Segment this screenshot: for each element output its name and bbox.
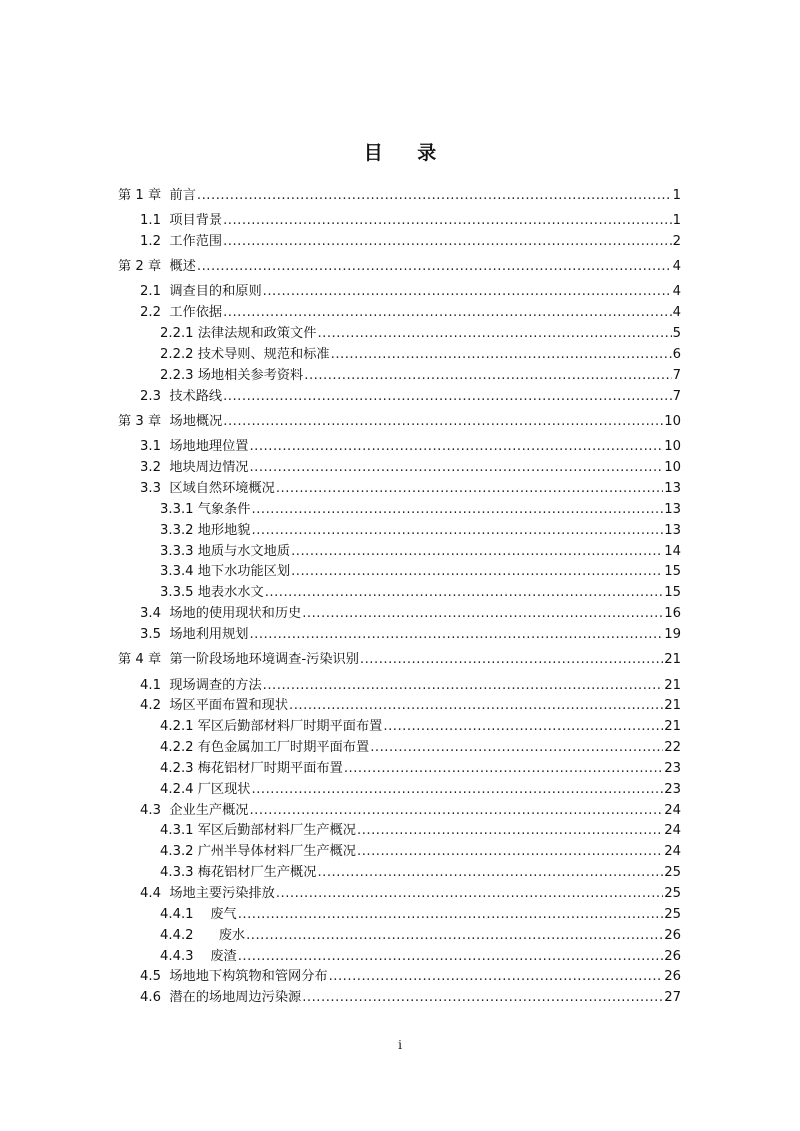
toc-entry[interactable] bbox=[118, 211, 681, 232]
toc-entry[interactable] bbox=[118, 947, 681, 968]
toc-entry-page: 4 bbox=[672, 305, 681, 321]
toc-entry-label: 4.6 潜在的场地周边污染源 bbox=[140, 990, 302, 1006]
toc-entry-page: 16 bbox=[664, 606, 681, 622]
toc-entry-page: 21 bbox=[664, 698, 681, 714]
toc-entry-page: 7 bbox=[672, 367, 681, 383]
toc-leader-dots bbox=[357, 821, 663, 842]
toc-entry-page: 13 bbox=[664, 480, 681, 496]
toc-entry[interactable] bbox=[118, 967, 681, 988]
toc-entry[interactable] bbox=[118, 821, 681, 842]
toc-leader-dots bbox=[357, 842, 663, 863]
toc-entry-label: 4.3.3 梅花铝材厂生产概况 bbox=[160, 865, 317, 881]
toc-entry-page: 13 bbox=[664, 501, 681, 517]
toc-entry-page: 15 bbox=[664, 585, 681, 601]
toc-entry-label: 2.2.3 场地相关参考资料 bbox=[160, 367, 304, 383]
toc-entry[interactable] bbox=[118, 500, 681, 521]
toc-entry-label: 3.4 场地的使用现状和历史 bbox=[140, 606, 302, 622]
toc-leader-dots bbox=[197, 186, 672, 207]
toc-entry-label: 4.4.2 废水 bbox=[160, 927, 246, 943]
toc-leader-dots bbox=[238, 947, 664, 968]
toc-entry-label: 4.2.4 厂区现状 bbox=[160, 781, 251, 797]
toc-entry-label: 第 4 章 第一阶段场地环境调查-污染识别 bbox=[118, 652, 359, 668]
toc-entry-label: 3.3.1 气象条件 bbox=[160, 501, 251, 517]
toc-entry-label: 3.1 场地地理位置 bbox=[140, 439, 249, 455]
toc-leader-dots bbox=[289, 696, 663, 717]
toc-entry[interactable] bbox=[118, 583, 681, 604]
toc-entry-label: 4.4.1 废气 bbox=[160, 906, 237, 922]
toc-leader-dots bbox=[276, 479, 663, 500]
toc-entry[interactable] bbox=[118, 282, 681, 303]
toc-entry-label: 2.2.2 技术导则、规范和标准 bbox=[160, 346, 330, 362]
toc-entry-label: 2.1 调查目的和原则 bbox=[140, 284, 262, 300]
toc-entry-page: 4 bbox=[672, 259, 681, 275]
toc-leader-dots bbox=[223, 412, 663, 433]
toc-entry[interactable] bbox=[118, 738, 681, 759]
toc-entry-label: 2.2.1 法律法规和政策文件 bbox=[160, 326, 317, 342]
toc-leader-dots bbox=[252, 780, 664, 801]
page-number-footer: i bbox=[398, 1038, 402, 1052]
toc-entry-label: 4.1 现场调查的方法 bbox=[140, 677, 262, 693]
toc-entry-page: 15 bbox=[664, 564, 681, 580]
toc-entry-page: 24 bbox=[664, 823, 681, 839]
toc-leader-dots bbox=[291, 562, 663, 583]
toc-entry-page: 25 bbox=[664, 906, 681, 922]
toc-entry-page: 7 bbox=[672, 388, 681, 404]
toc-entry-label: 3.3.2 地形地貌 bbox=[160, 522, 251, 538]
toc-entry[interactable] bbox=[118, 345, 681, 366]
toc-entry-page: 26 bbox=[664, 927, 681, 943]
toc-entry[interactable] bbox=[118, 801, 681, 822]
toc-entry[interactable] bbox=[118, 988, 681, 1009]
toc-entry[interactable] bbox=[118, 604, 681, 625]
toc-entry-page: 25 bbox=[664, 886, 681, 901]
toc-leader-dots bbox=[370, 738, 663, 759]
toc-entry-label: 3.3.4 地下水功能区划 bbox=[160, 564, 291, 580]
toc-entry-label: 4.5 场地地下构筑物和管网分布 bbox=[140, 969, 328, 985]
toc-entry-label: 4.3.2 广州半导体材料厂生产概况 bbox=[160, 844, 356, 860]
toc-leader-dots bbox=[302, 604, 663, 625]
toc-entry-label: 4.3.1 军区后勤部材料厂生产概况 bbox=[160, 823, 356, 839]
toc-leader-dots bbox=[223, 232, 672, 253]
toc-leader-dots bbox=[238, 905, 664, 926]
toc-entry-page: 2 bbox=[672, 233, 681, 249]
toc-entry-page: 24 bbox=[664, 844, 681, 860]
toc-leader-dots bbox=[291, 542, 663, 563]
toc-entry-label: 第 3 章 场地概况 bbox=[118, 413, 223, 429]
toc-entry[interactable] bbox=[118, 562, 681, 583]
toc-leader-dots bbox=[223, 211, 672, 232]
toc-entry[interactable] bbox=[118, 324, 681, 345]
toc-entry-label: 4.2.1 军区后勤部材料厂时期平面布置 bbox=[160, 719, 383, 735]
toc-entry-page: 6 bbox=[672, 346, 681, 362]
toc-leader-dots bbox=[302, 988, 663, 1009]
toc-leader-dots bbox=[263, 676, 664, 697]
toc-entry[interactable] bbox=[118, 863, 681, 884]
toc-entry-label: 4.2.3 梅花铝材厂时期平面布置 bbox=[160, 760, 343, 776]
toc-entry[interactable] bbox=[118, 521, 681, 542]
toc-entry-page: 26 bbox=[664, 969, 681, 985]
toc-leader-dots bbox=[329, 967, 664, 988]
toc-leader-dots bbox=[317, 324, 671, 345]
toc-entry-label: 3.3 区域自然环境概况 bbox=[140, 480, 275, 496]
toc-entry-label: 3.3.5 地表水水文 bbox=[160, 585, 264, 601]
toc-entry[interactable] bbox=[118, 186, 681, 207]
toc-leader-dots bbox=[249, 458, 663, 479]
toc-leader-dots bbox=[317, 863, 663, 884]
toc-leader-dots bbox=[252, 521, 664, 542]
toc-entry-page: 26 bbox=[664, 948, 681, 964]
toc-leader-dots bbox=[249, 801, 663, 822]
toc-leader-dots bbox=[263, 282, 672, 303]
toc-entry[interactable] bbox=[118, 387, 681, 408]
toc-entry[interactable] bbox=[118, 905, 681, 926]
toc-entry[interactable] bbox=[118, 412, 681, 433]
toc-entry-label: 4.3 企业生产概况 bbox=[140, 802, 249, 818]
toc-entry-label: 3.3.3 地质与水文地质 bbox=[160, 543, 291, 559]
toc-entry[interactable] bbox=[118, 542, 681, 563]
toc-entry[interactable] bbox=[118, 717, 681, 738]
toc-entry-page: 23 bbox=[664, 781, 681, 797]
toc-leader-dots bbox=[276, 884, 663, 905]
toc-entry-page: 1 bbox=[672, 212, 681, 228]
toc-entry[interactable] bbox=[118, 257, 681, 278]
toc-entry[interactable] bbox=[118, 780, 681, 801]
toc-entry-page: 22 bbox=[664, 740, 681, 756]
toc-entry[interactable] bbox=[118, 479, 681, 500]
toc-entry-page: 21 bbox=[664, 677, 681, 693]
toc-leader-dots bbox=[304, 366, 671, 387]
toc-entry[interactable] bbox=[118, 437, 681, 458]
toc-leader-dots bbox=[360, 650, 663, 671]
toc-entry-page: 25 bbox=[664, 865, 681, 881]
toc-entry[interactable] bbox=[118, 458, 681, 479]
toc-entry-page: 13 bbox=[664, 522, 681, 538]
toc-leader-dots bbox=[249, 625, 663, 646]
toc-entry[interactable] bbox=[118, 625, 681, 646]
toc-entry-label: 第 1 章 前言 bbox=[118, 187, 196, 203]
toc-entry-label: 4.2.2 有色金属加工厂时期平面布置 bbox=[160, 740, 370, 756]
toc-entry-page: 10 bbox=[664, 460, 681, 476]
toc-entry-page: 21 bbox=[664, 652, 681, 668]
toc-leader-dots bbox=[265, 583, 664, 604]
toc-entry[interactable] bbox=[118, 842, 681, 863]
toc-leader-dots bbox=[197, 257, 672, 278]
toc-entry-page: 14 bbox=[664, 543, 681, 559]
toc-leader-dots bbox=[252, 500, 664, 521]
toc-entry[interactable] bbox=[118, 650, 681, 671]
toc-entry-page: 1 bbox=[672, 187, 681, 203]
table-of-contents bbox=[118, 181, 681, 1009]
toc-entry-page: 21 bbox=[664, 719, 681, 735]
toc-leader-dots bbox=[246, 926, 663, 947]
toc-leader-dots bbox=[344, 759, 663, 780]
toc-entry-page: 23 bbox=[664, 760, 681, 776]
toc-entry[interactable] bbox=[118, 232, 681, 253]
toc-entry-label: 4.4.3 废渣 bbox=[160, 948, 237, 964]
toc-entry-page: 24 bbox=[664, 802, 681, 818]
toc-entry[interactable] bbox=[118, 676, 681, 697]
toc-entry-label: 1.1 项目背景 bbox=[140, 212, 223, 228]
toc-entry-page: 27 bbox=[664, 990, 681, 1006]
toc-entry-label: 4.2 场区平面布置和现状 bbox=[140, 698, 289, 714]
toc-entry-label: 3.2 地块周边情况 bbox=[140, 460, 249, 476]
toc-leader-dots bbox=[331, 345, 672, 366]
toc-entry-label: 4.4 场地主要污染排放 bbox=[140, 886, 275, 901]
toc-entry-page: 4 bbox=[672, 284, 681, 300]
toc-leader-dots bbox=[383, 717, 663, 738]
toc-entry-page: 5 bbox=[672, 326, 681, 342]
toc-entry[interactable] bbox=[118, 759, 681, 780]
toc-leader-dots bbox=[223, 387, 672, 408]
toc-entry[interactable] bbox=[118, 303, 681, 324]
toc-entry[interactable] bbox=[118, 884, 681, 905]
toc-entry-label: 2.3 技术路线 bbox=[140, 388, 223, 404]
toc-title: 目 录 bbox=[363, 142, 451, 164]
toc-leader-dots bbox=[223, 303, 672, 324]
toc-entry[interactable] bbox=[118, 926, 681, 947]
toc-entry[interactable] bbox=[118, 366, 681, 387]
toc-entry-label: 第 2 章 概述 bbox=[118, 259, 196, 275]
toc-entry-page: 10 bbox=[664, 413, 681, 429]
toc-entry-label: 3.5 场地利用规划 bbox=[140, 626, 249, 642]
toc-entry-label: 1.2 工作范围 bbox=[140, 233, 223, 249]
toc-entry-label: 2.2 工作依据 bbox=[140, 305, 223, 321]
toc-entry[interactable] bbox=[118, 696, 681, 717]
toc-entry-page: 19 bbox=[664, 626, 681, 642]
toc-entry-page: 10 bbox=[664, 439, 681, 455]
toc-leader-dots bbox=[249, 437, 663, 458]
